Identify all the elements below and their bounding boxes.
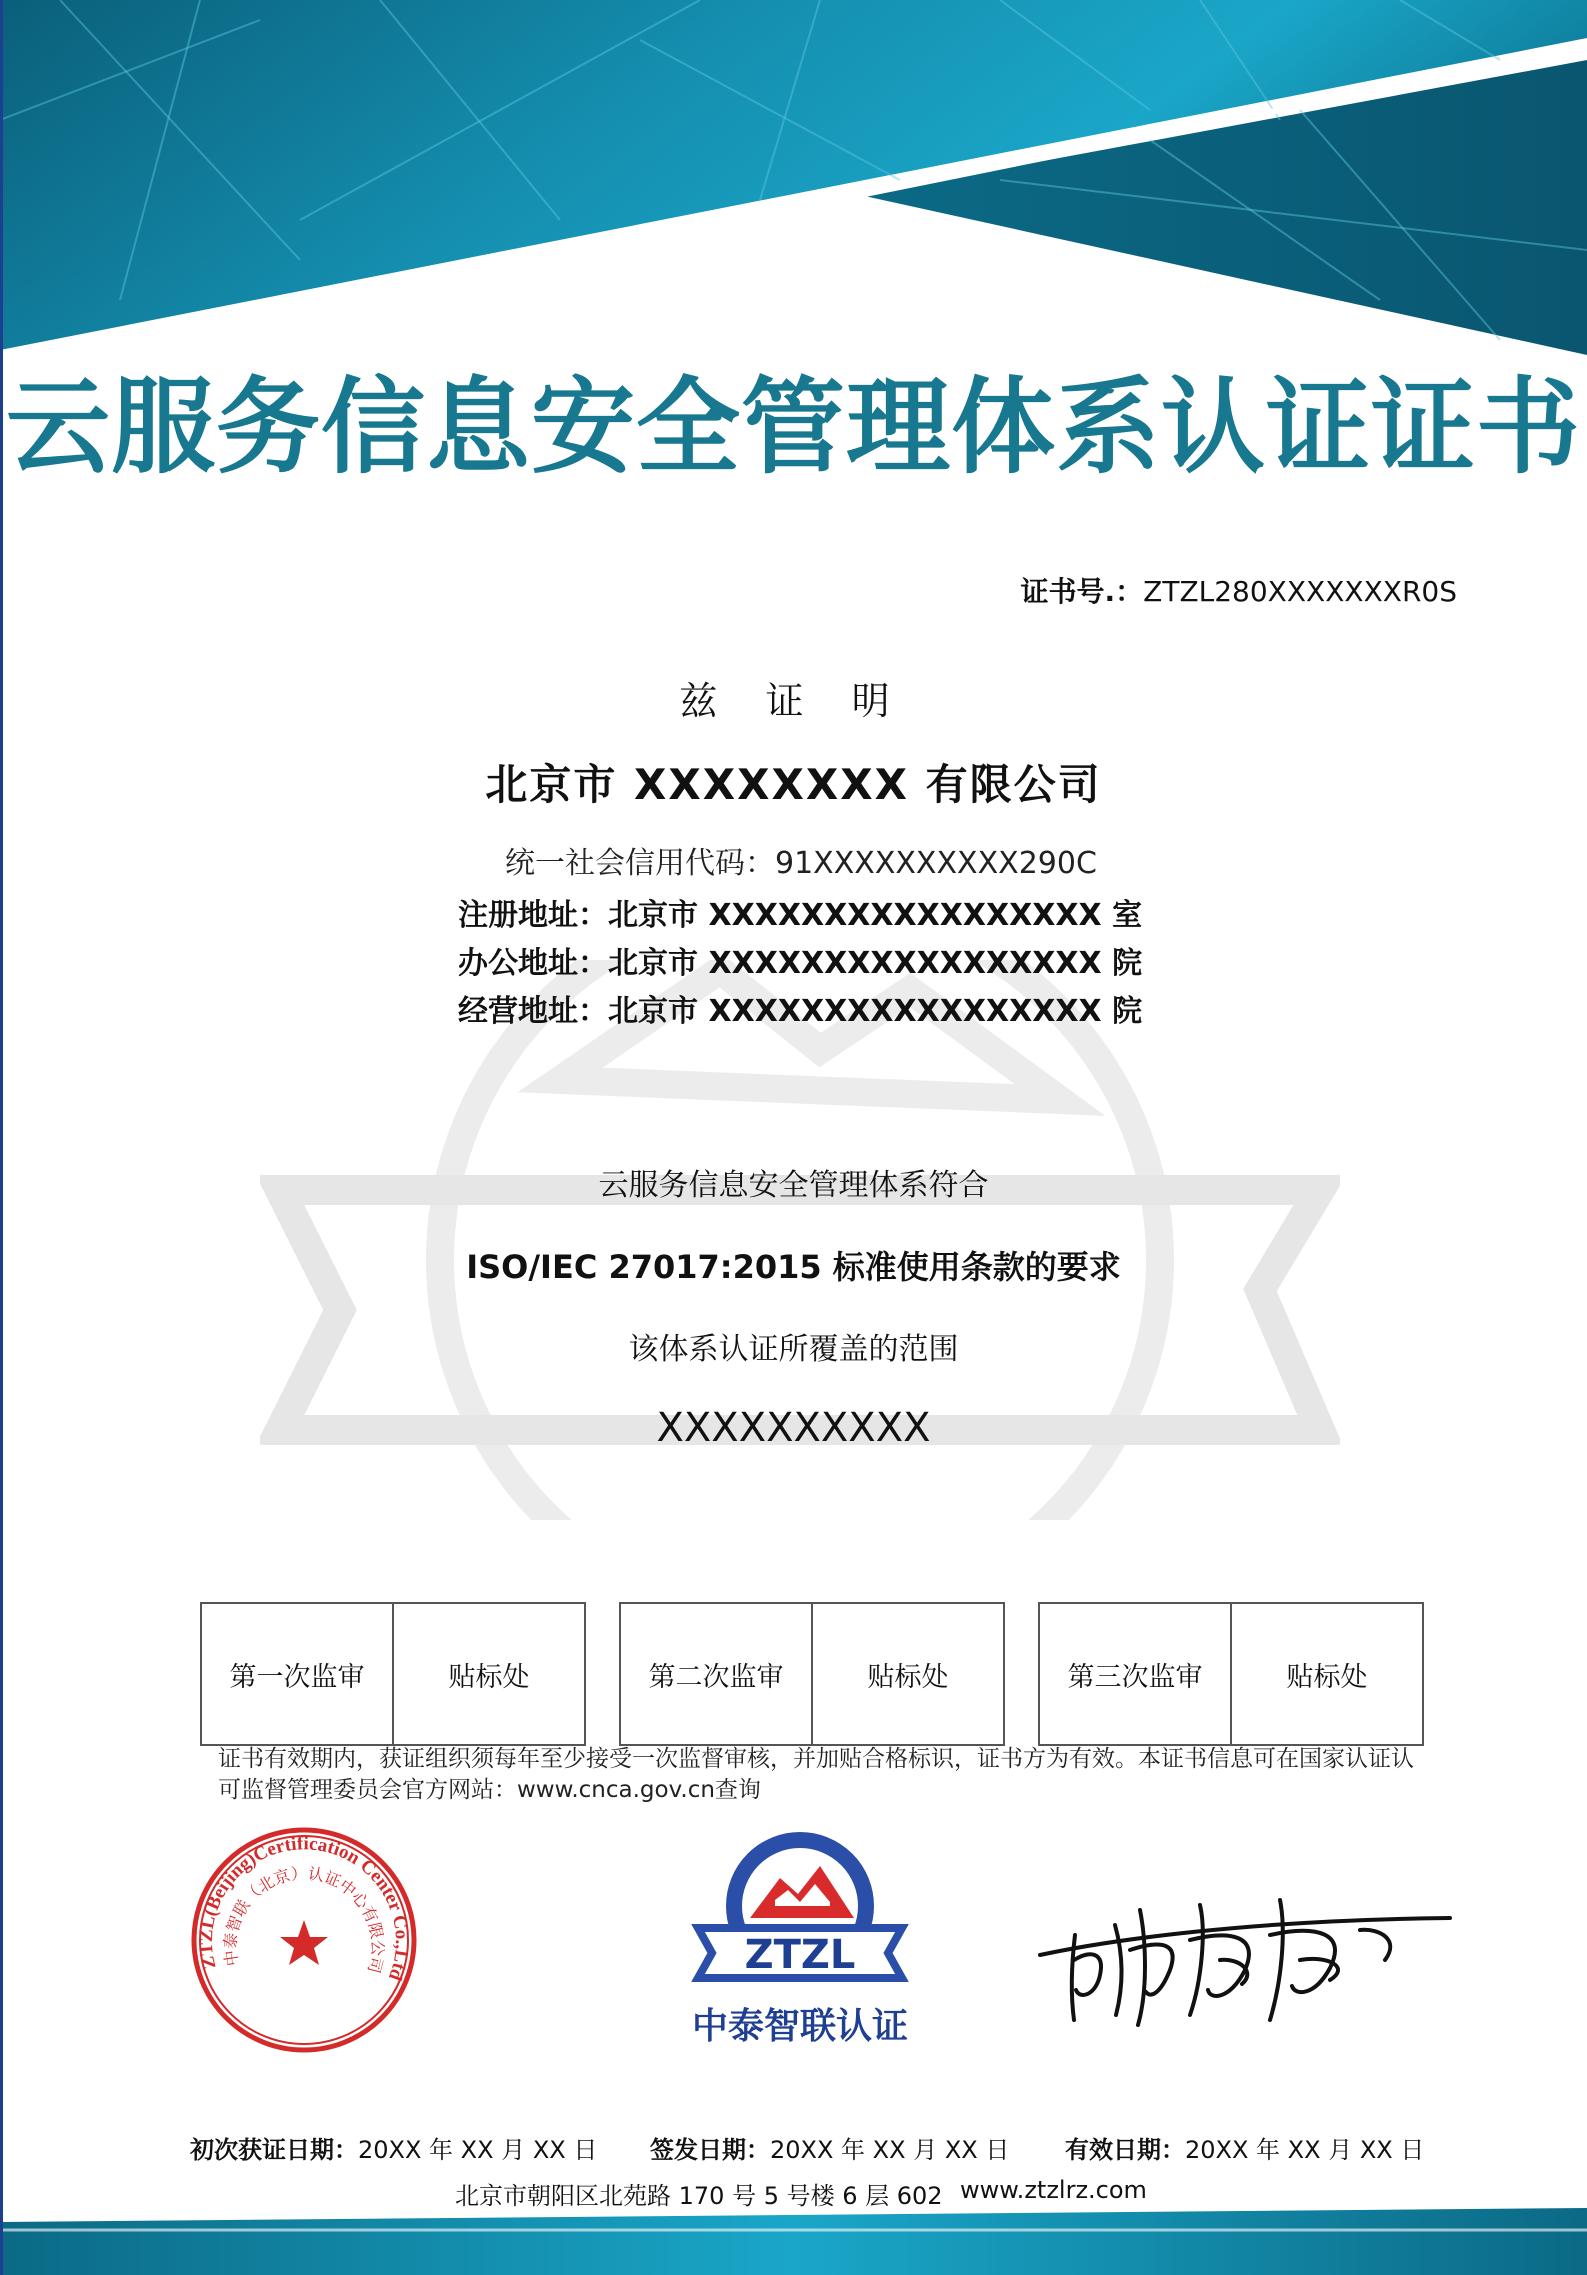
date-label: 签发日期： bbox=[650, 2136, 770, 2164]
page-edge bbox=[0, 0, 3, 2275]
sticker-area: 贴标处 bbox=[1230, 1604, 1422, 1744]
logo-name: 中泰智联认证 bbox=[691, 2006, 908, 2047]
expiry-date bbox=[1065, 2130, 1424, 2165]
certificate-number-value: ZTZL280XXXXXXXR0S bbox=[1143, 575, 1457, 608]
svg-text:中泰智联（北京）认证中心有限公司 bbox=[221, 1864, 387, 1976]
scope-value: XXXXXXXXXX bbox=[656, 1405, 931, 1451]
audit-label: 第一次监审 bbox=[229, 1661, 365, 1693]
surveillance-box-1 bbox=[200, 1602, 586, 1746]
certificate-title: 云服务信息安全管理体系认证证书 bbox=[5, 366, 1581, 488]
issuer-address: 北京市朝阳区北苑路 170 号 5 号楼 6 层 602 bbox=[455, 2182, 943, 2210]
scope-label: 该体系认证所覆盖的范围 bbox=[628, 1332, 959, 1367]
credit-code: 统一社会信用代码：91XXXXXXXXXX290C bbox=[505, 846, 1097, 881]
logo-mark-text: ZTZL bbox=[744, 1932, 856, 1978]
certificate-number bbox=[1021, 570, 1457, 610]
company-name: 北京市 XXXXXXXX 有限公司 bbox=[485, 760, 1102, 809]
initial-certification-date bbox=[190, 2130, 597, 2165]
issue-date bbox=[650, 2130, 1009, 2165]
handwritten-signature bbox=[1030, 1880, 1460, 2030]
date-label: 初次获证日期： bbox=[190, 2136, 358, 2164]
header-banner bbox=[0, 0, 1587, 400]
sticker-area: 贴标处 bbox=[392, 1604, 584, 1744]
office-address: 办公地址：北京市 XXXXXXXXXXXXXXXXX 院 bbox=[458, 946, 1143, 981]
surveillance-box-2 bbox=[619, 1602, 1005, 1746]
ztzl-logo bbox=[680, 1828, 920, 2003]
date-value: 20XX 年 XX 月 XX 日 bbox=[358, 2136, 598, 2164]
standard-requirement: ISO/IEC 27017:2015 标准使用条款的要求 bbox=[466, 1248, 1121, 1286]
date-value: 20XX 年 XX 月 XX 日 bbox=[770, 2136, 1010, 2164]
audit-label: 第三次监审 bbox=[1067, 1661, 1203, 1693]
registered-address: 注册地址：北京市 XXXXXXXXXXXXXXXXX 室 bbox=[458, 898, 1143, 933]
business-address: 经营地址：北京市 XXXXXXXXXXXXXXXXX 院 bbox=[458, 994, 1143, 1029]
sticker-area: 贴标处 bbox=[811, 1604, 1003, 1744]
hereby-certify: 兹 证 明 bbox=[679, 679, 908, 723]
certificate-number-label: 证书号.： bbox=[1020, 575, 1144, 608]
surveillance-box-3 bbox=[1038, 1602, 1424, 1746]
conformity-statement: 云服务信息安全管理体系符合 bbox=[598, 1168, 989, 1203]
audit-label: 第二次监审 bbox=[648, 1661, 784, 1693]
company-seal-stamp bbox=[188, 1824, 420, 2056]
issuer-website: www.ztzlrz.com bbox=[960, 2176, 1147, 2204]
date-value: 20XX 年 XX 月 XX 日 bbox=[1185, 2136, 1425, 2164]
star-icon bbox=[280, 1920, 328, 1965]
seal-inner-text: 中泰智联（北京）认证中心有限公司 bbox=[220, 1863, 388, 1976]
seal-outer-text: ZTZL(Beijing)Certification Center Co.,Ltd bbox=[195, 1833, 413, 1984]
date-label: 有效日期： bbox=[1065, 2136, 1185, 2164]
validity-note: 证书有效期内，获证组织须每年至少接受一次监督审核，并加贴合格标识，证书方为有效。本证书信息可在国家认证认可监督管理委员会官方网站：www.cnca.gov.cn查询 bbox=[218, 1746, 1414, 1803]
footer-band bbox=[0, 2208, 1587, 2275]
